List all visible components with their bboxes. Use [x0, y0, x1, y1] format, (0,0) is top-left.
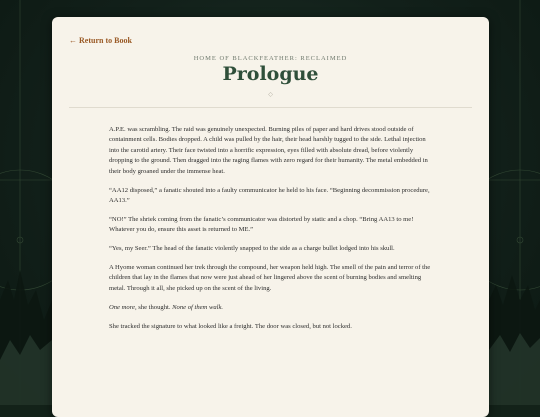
paragraph: “Yes, my Seer.” The head of the fanatic violently snapped to the side as a charge bullet lodged into his skull.	[109, 245, 395, 253]
return-to-book-label: Return to Book	[79, 36, 132, 45]
arrow-left-icon: ←	[69, 36, 77, 45]
diamond-ornament-icon: ◇	[268, 91, 273, 98]
chapter-title: Prologue	[222, 63, 319, 85]
chapter-card	[52, 17, 489, 417]
thought-part-3: None of them walk.	[172, 303, 224, 311]
return-to-book-link[interactable]	[69, 36, 132, 45]
paragraph-italic-thought	[109, 303, 432, 313]
thought-part-1: One more,	[109, 303, 137, 311]
paragraph: “AA12 disposed,” a fanatic shouted into a faulty communicator he held to his face. “Beginning decommission procedure, AA13.”	[109, 186, 430, 204]
book-title: HOME OF BLACKFEATHER: RECLAIMED	[193, 55, 348, 62]
paragraph: A Hyome woman continued her trek through the compound, her weapon held high. The smell of the pain and terror of the children that lay in the flames that now were just ahead of her lingered above the scent of burning bodies and smelting metal. Through it all, she picked up on the scent of the living.	[109, 264, 431, 292]
paragraph: A.P.E. was scrambling. The raid was genuinely unexpected. Burning piles of paper and hard drives stood outside of containment cells. Bodies dropped. A child was pulled by the hair, their head harshly tugged to the side. Lethal injection into the carotid artery. Their face twisted into a horrific expression, eyes filled with absolute dread, before violently dropping to the ground. Then dragged into the raging flames with zero regard for their humanity. The metal embedded in their body groaned under the immense heat.	[109, 126, 428, 175]
paragraph: She tracked the signature to what looked like a freight. The door was closed, but not locked.	[109, 322, 352, 330]
paragraph: “NO!” The shriek coming from the fanatic’s communicator was distorted by static and a chop. “Bring AA13 to me! Whatever you do, ensure this asset is returned to ME.”	[109, 215, 414, 234]
thought-part-2: she thought.	[136, 303, 173, 311]
chapter-body	[109, 125, 432, 341]
header-divider	[69, 107, 472, 108]
